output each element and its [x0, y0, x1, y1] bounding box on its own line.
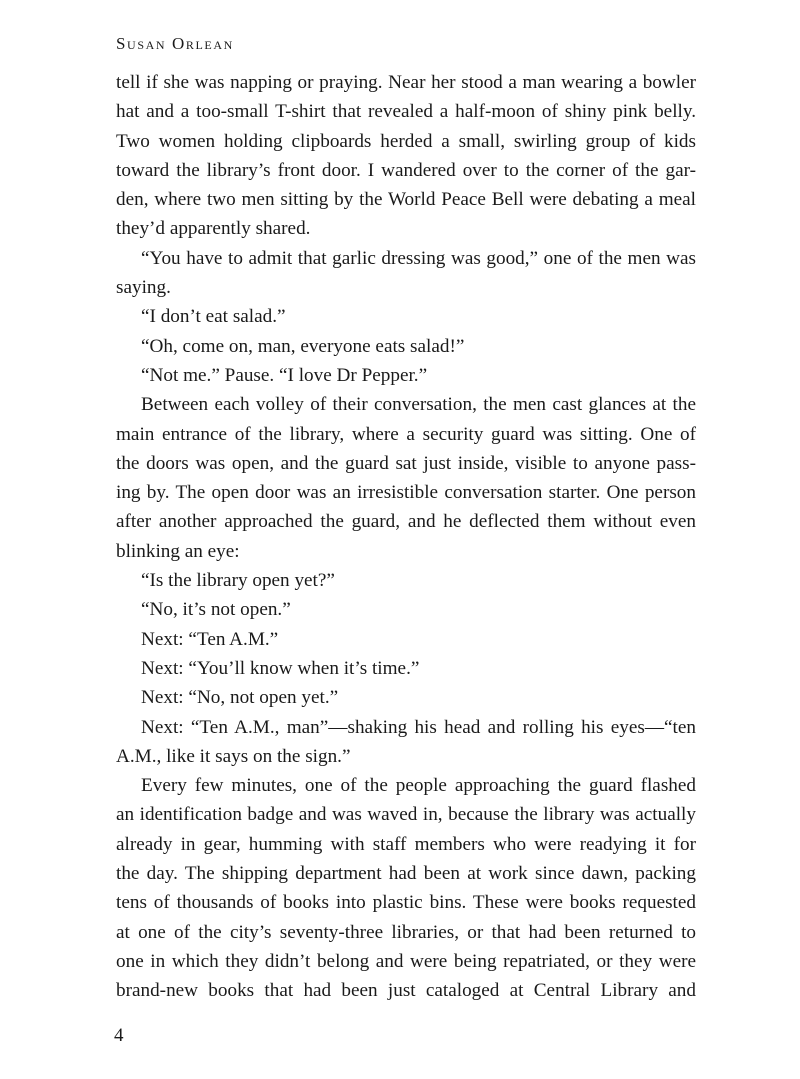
text-line: at one of the city’s seventy-three libraries, or that had been returned to: [116, 921, 696, 943]
text-line: Next: “You’ll know when it’s time.”: [141, 657, 420, 679]
text-line: brand-new books that had been just cataloged at Central Library and: [116, 980, 696, 1002]
text-line: Every few minutes, one of the people approaching the guard flashed: [141, 775, 696, 797]
text-line: “I don’t eat salad.”: [141, 306, 286, 328]
text-line: they’d apparently shared.: [116, 218, 311, 240]
text-line: ing by. The open door was an irresistible conversation starter. One person: [116, 482, 696, 504]
text-line: “Is the library open yet?”: [141, 570, 335, 592]
page-number: 4: [114, 1025, 124, 1046]
text-line: saying.: [116, 277, 171, 299]
running-head: Susan Orlean: [116, 34, 234, 53]
text-line: Two women holding clipboards herded a small, swirling group of kids: [116, 130, 696, 152]
body-text: [116, 68, 696, 1006]
text-line: after another approached the guard, and he deflected them without even: [116, 511, 696, 533]
text-line: hat and a too-small T-shirt that revealed a half-moon of shiny pink belly.: [116, 101, 696, 123]
text-line: den, where two men sitting by the World Peace Bell were debating a meal: [116, 189, 696, 211]
text-line: “No, it’s not open.”: [141, 599, 291, 621]
text-line: an identification badge and was waved in, because the library was actually: [116, 804, 696, 826]
text-line: blinking an eye:: [116, 540, 240, 562]
text-line: tell if she was napping or praying. Near her stood a man wearing a bowler: [116, 72, 696, 93]
text-line: “Oh, come on, man, everyone eats salad!”: [141, 335, 465, 357]
text-line: the doors was open, and the guard sat just inside, visible to anyone pass-: [116, 452, 696, 474]
text-line: Next: “No, not open yet.”: [141, 687, 339, 709]
text-line: “Not me.” Pause. “I love Dr Pepper.”: [141, 364, 428, 386]
text-line: the day. The shipping department had been at work since dawn, packing: [116, 863, 696, 885]
text-line: toward the library’s front door. I wandered over to the corner of the gar-: [116, 159, 696, 181]
text-line: Next: “Ten A.M.”: [141, 628, 279, 650]
text-line: “You have to admit that garlic dressing was good,” one of the men was: [141, 247, 696, 269]
text-line: tens of thousands of books into plastic bins. These were books requested: [116, 892, 696, 914]
text-line: main entrance of the library, where a security guard was sitting. One of: [116, 423, 696, 445]
text-line: Between each volley of their conversation, the men cast glances at the: [141, 394, 696, 416]
text-line: A.M., like it says on the sign.”: [116, 745, 351, 767]
text-line: one in which they didn’t belong and were being repatriated, or they were: [116, 950, 696, 972]
text-line: already in gear, humming with staff members who were readying it for: [116, 833, 696, 855]
text-line: Next: “Ten A.M., man”—shaking his head and rolling his eyes—“ten: [141, 716, 696, 738]
